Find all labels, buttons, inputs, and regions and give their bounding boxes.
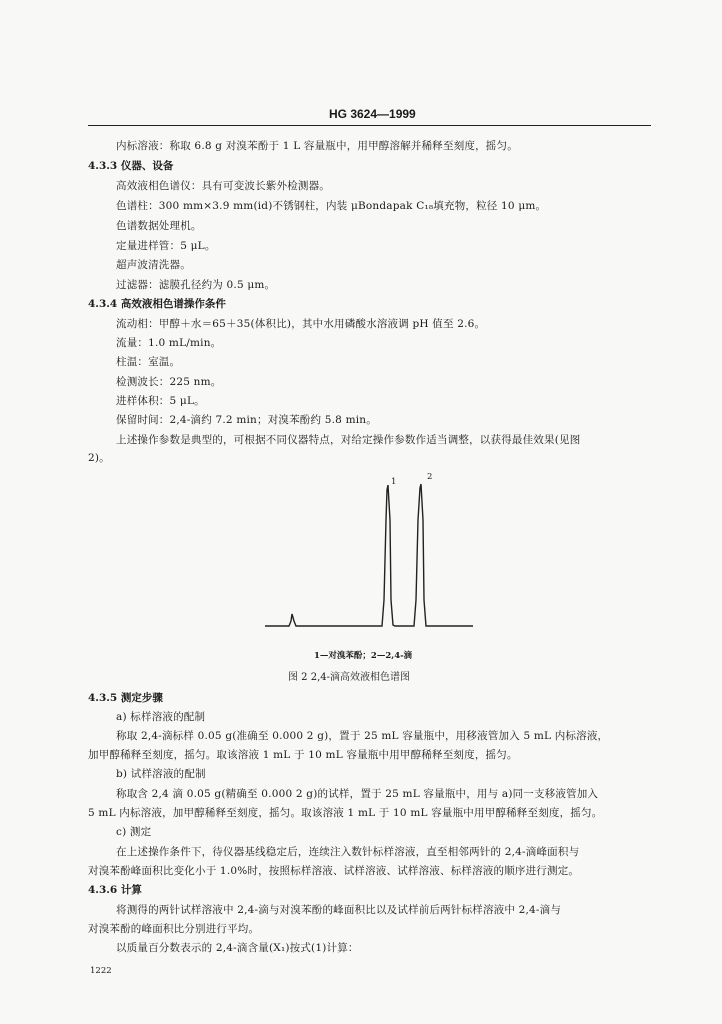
peak-2-label: 2 xyxy=(427,472,433,482)
section-heading-4-3-3: 4.3.3 仪器、设备 xyxy=(88,160,174,172)
text-line: 称取 2,4-滴标样 0.05 g(准确至 0.000 2 g)，置于 25 mL 容量瓶中，用移液管加入 5 mL 内标溶液， xyxy=(116,730,609,742)
page-header-title: HG 3624—1999 xyxy=(329,107,416,121)
text-line: 超声波清洗器。 xyxy=(116,259,191,271)
text-line: 进样体积：5 μL。 xyxy=(116,395,205,407)
section-heading-4-3-6: 4.3.6 计算 xyxy=(88,884,142,896)
text-line: 加甲醇稀释至刻度，摇匀。取该溶液 1 mL 于 10 mL 容量瓶中用甲醇稀释至刻度，摇匀。 xyxy=(88,749,518,761)
section-heading-4-3-4: 4.3.4 高效液相色谱操作条件 xyxy=(88,298,226,310)
figure-caption: 图 2 2,4-滴高效液相色谱图 xyxy=(288,672,411,683)
text-line: 柱温：室温。 xyxy=(116,356,181,368)
text-line: a) 标样溶液的配制 xyxy=(116,711,206,723)
text-line: 色谱数据处理机。 xyxy=(116,220,202,232)
text-line: 保留时间：2,4-滴约 7.2 min；对溴苯酚约 5.8 min。 xyxy=(116,414,377,426)
text-line: 色谱柱：300 mm×3.9 mm(id)不锈钢柱，内装 μBondapak C₁₈填充物，粒径 10 μm。 xyxy=(116,200,547,212)
chromatogram-trace xyxy=(265,484,473,626)
text-line: 对溴苯酚峰面积比变化小于 1.0%时，按照标样溶液、试样溶液、试样溶液、标样溶液的顺序进行测定。 xyxy=(88,865,580,877)
text-line: 以质量百分数表示的 2,4-滴含量(X₁)按式(1)计算： xyxy=(116,942,359,954)
text-line: 上述操作参数是典型的，可根据不同仪器特点，对给定操作参数作适当调整，以获得最佳效果(见图 xyxy=(116,434,581,446)
section-heading-4-3-5: 4.3.5 测定步骤 xyxy=(88,692,163,704)
text-line: 过滤器：滤膜孔径约为 0.5 μm。 xyxy=(116,279,276,291)
text-line: 高效液相色谱仪：具有可变波长紫外检测器。 xyxy=(116,180,330,192)
text-line: 5 mL 内标溶液，加甲醇稀释至刻度，摇匀。取该溶液 1 mL 于 10 mL 容量瓶中用甲醇稀释至刻度，摇匀。 xyxy=(88,807,603,819)
text-line: 对溴苯酚的峰面积比分别进行平均。 xyxy=(88,923,260,935)
peak-1-label: 1 xyxy=(391,477,397,487)
text-line: 流量：1.0 mL/min。 xyxy=(116,337,222,349)
page-number: 1222 xyxy=(90,966,112,976)
text-line: 称取含 2,4 滴 0.05 g(精确至 0.000 2 g)的试样，置于 25 mL 容量瓶中，用与 a)同一支移液管加入 xyxy=(116,788,599,800)
text-line: c) 测定 xyxy=(116,826,152,838)
text-line: 定量进样管：5 μL。 xyxy=(116,240,216,252)
text-line: 将测得的两针试样溶液中 2,4-滴与对溴苯酚的峰面积比以及试样前后两针标样溶液中 2,4-滴与 xyxy=(116,904,562,916)
text-line: 内标溶液：称取 6.8 g 对溴苯酚于 1 L 容量瓶中，用甲醇溶解并稀释至刻度，摇匀。 xyxy=(116,140,518,152)
figure-legend: 1—对溴苯酚；2—2,4-滴 xyxy=(314,651,413,661)
text-line: b) 试样溶液的配制 xyxy=(116,768,206,780)
text-line: 在上述操作条件下，待仪器基线稳定后，连续注入数针标样溶液，直至相邻两针的 2,4-滴峰面积与 xyxy=(116,846,580,858)
text-line: 2)。 xyxy=(88,452,110,464)
text-line: 流动相：甲醇＋水＝65＋35(体积比)，其中水用磷酸水溶液调 pH 值至 2.6。 xyxy=(116,318,486,330)
text-line: 检测波长：225 nm。 xyxy=(116,376,222,388)
